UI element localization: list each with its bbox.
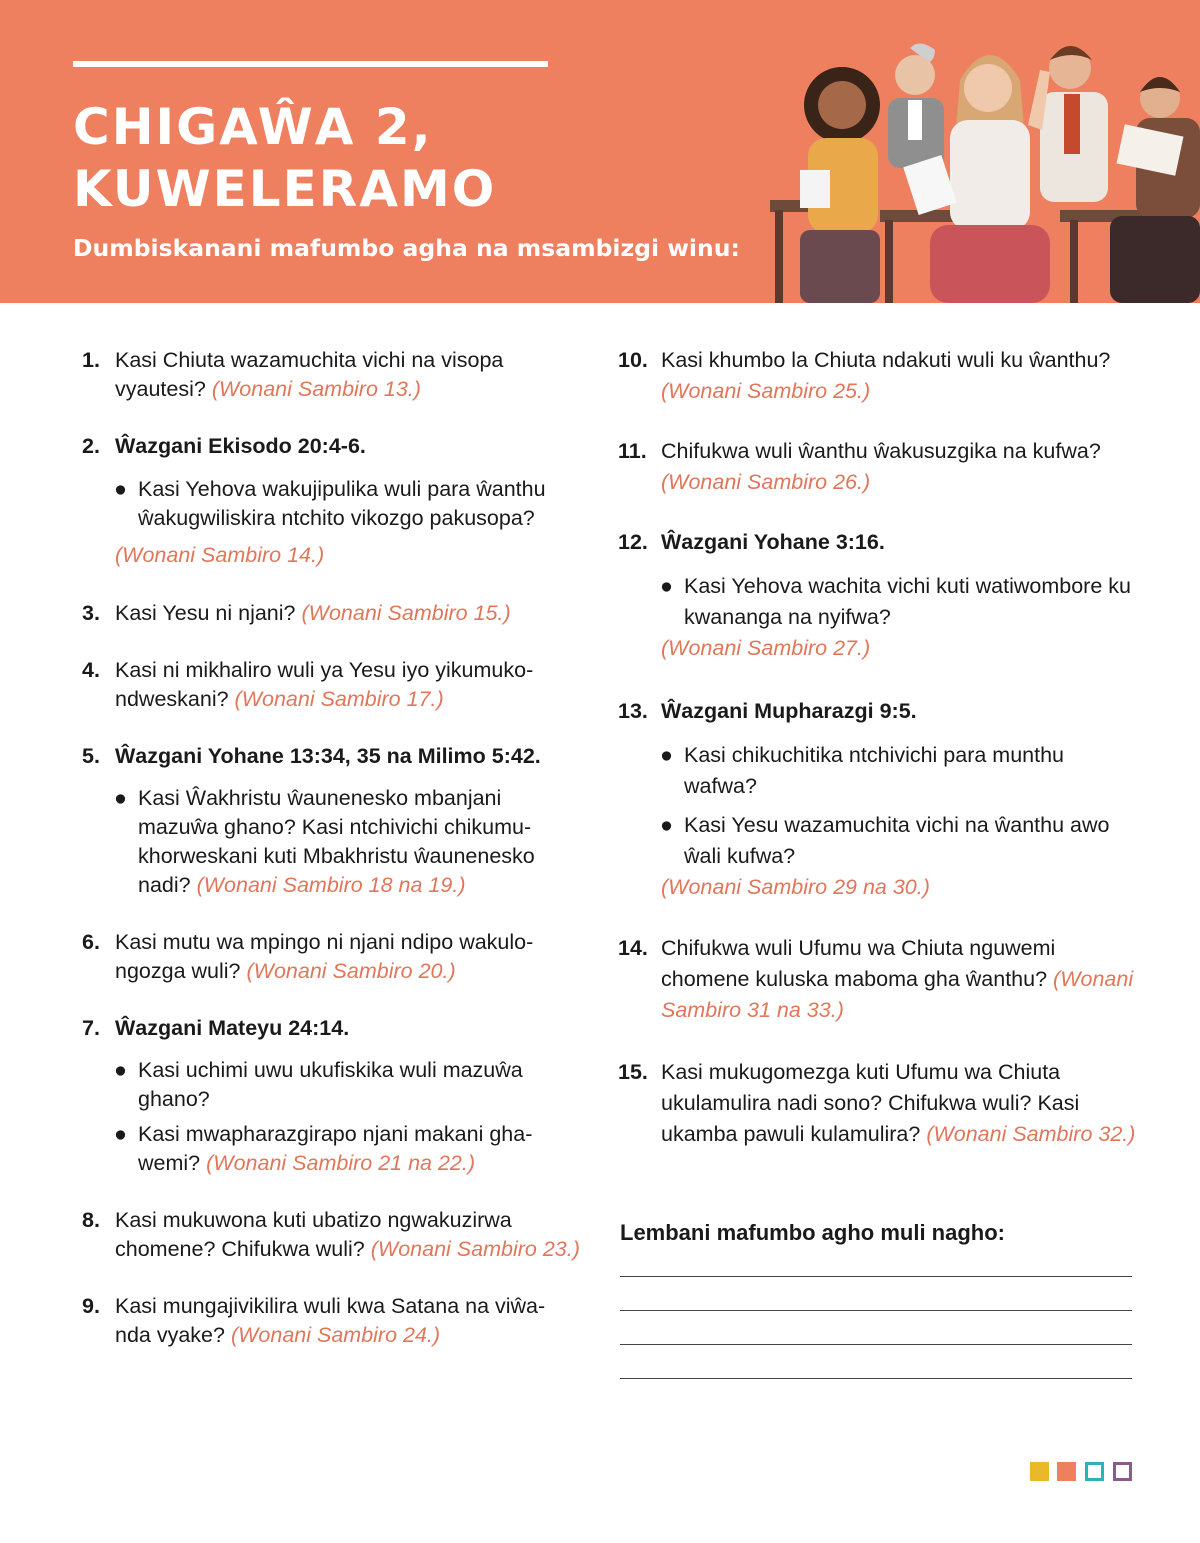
- lesson-reference: (Wonani Sambiro 26.): [661, 470, 871, 494]
- yellow-square-icon: [1030, 1462, 1049, 1481]
- question-11: [618, 436, 1138, 498]
- question-number: 15.: [618, 1060, 648, 1084]
- question-10: [618, 345, 1138, 407]
- question-number: 12.: [618, 530, 648, 554]
- question-number: 2.: [82, 434, 100, 458]
- question-text: Kasi khumbo la Chiuta ndakuti wuli ku ŵanthu?: [661, 348, 1111, 372]
- teal-outline-square-icon: [1085, 1462, 1104, 1481]
- question-text: Kasi Yesu ni njani?: [115, 601, 296, 625]
- question-6: [82, 928, 582, 986]
- question-text: Ŵazgani Yohane 3:16.: [661, 530, 885, 554]
- question-9: [82, 1292, 582, 1350]
- bullet-icon: ●: [660, 813, 673, 837]
- question-number: 9.: [82, 1294, 100, 1318]
- writing-line[interactable]: [620, 1276, 1132, 1277]
- orange-square-icon: [1057, 1462, 1076, 1481]
- lesson-reference: (Wonani Sambiro 14.): [115, 543, 325, 567]
- sub-question: ● Kasi Yesu wazamuchita vichi na ŵanthu awo ŵali kufwa?: [618, 810, 1138, 872]
- question-text: Chifukwa wuli Ufumu wa Chiuta nguwemi chomene kuluska maboma gha ŵanthu?: [661, 936, 1056, 991]
- sub-question: ● Kasi Ŵakhristu ŵaunenesko mbanjani mazuŵa ghano? Kasi ntchivichi chikumu- khorweskani kuti Mbakhristu ŵaunenesko nadi? (Wonani Sambiro 18 na 19.): [114, 786, 535, 897]
- questions-right-column: [618, 340, 1138, 1150]
- sub-question: ● Kasi Yehova wakujipulika wuli para ŵanthu ŵakugwiliskira ntchito vikozgo pakusopa?: [114, 477, 546, 530]
- question-number: 6.: [82, 930, 100, 954]
- question-number: 14.: [618, 936, 648, 960]
- header-banner: [0, 0, 1200, 303]
- question-4: [82, 656, 582, 714]
- question-2: [82, 432, 582, 461]
- question-7: [82, 1014, 582, 1043]
- question-number: 11.: [618, 439, 647, 463]
- question-3: [82, 599, 582, 628]
- bullet-icon: ●: [114, 1058, 127, 1082]
- sub-question: ● Kasi Yehova wachita vichi kuti watiwombore ku kwananga na nyifwa?: [618, 571, 1138, 633]
- question-5: [82, 742, 582, 771]
- question-text: Kasi mukuwona kuti ubatizo ngwakuzirwa chomene? Chifukwa wuli?: [115, 1208, 512, 1261]
- question-13: [618, 696, 1138, 727]
- lesson-reference: (Wonani Sambiro 25.): [661, 379, 871, 403]
- lesson-reference: (Wonani Sambiro 32.): [926, 1122, 1136, 1146]
- question-1: [82, 346, 582, 404]
- bullet-icon: ●: [660, 743, 673, 767]
- lesson-reference: (Wonani Sambiro 24.): [230, 1323, 441, 1347]
- bullet-icon: ●: [114, 786, 127, 810]
- lesson-reference: (Wonani Sambiro 17.): [234, 687, 444, 711]
- title-line-1: CHIGAŴA 2,: [73, 98, 433, 156]
- question-text: Ŵazgani Ekisodo 20:4-6.: [115, 434, 366, 458]
- question-8: [82, 1206, 582, 1264]
- question-text: Chifukwa wuli ŵanthu ŵakusuzgika na kufwa?: [661, 439, 1101, 463]
- writing-line[interactable]: [620, 1344, 1132, 1345]
- lesson-reference: (Wonani Sambiro 20.): [246, 959, 456, 983]
- writing-line[interactable]: [620, 1310, 1132, 1311]
- write-questions-heading: Lembani mafumbo agho muli nagho:: [620, 1220, 1005, 1245]
- question-number: 5.: [82, 744, 100, 768]
- question-text: Kasi Chiuta wazamuchita vichi na visopa vyautesi?: [115, 348, 504, 401]
- header-rule: [73, 61, 548, 67]
- lesson-reference: (Wonani Sambiro 15.): [301, 601, 511, 625]
- lesson-reference: (Wonani Sambiro 21 na 22.): [206, 1151, 476, 1175]
- question-number: 10.: [618, 348, 648, 372]
- question-text: Kasi mutu wa mpingo ni njani ndipo wakulo- ngozga wuli?: [115, 930, 534, 983]
- bullet-icon: ●: [114, 1122, 127, 1146]
- question-text: Kasi ni mikhaliro wuli ya Yesu iyo yikumuko- ndweskani?: [115, 658, 534, 711]
- lesson-reference: (Wonani Sambiro 29 na 30.): [661, 875, 930, 899]
- title-line-2: KUWELERAMO: [73, 160, 497, 218]
- sub-question: ● Kasi uchimi uwu ukufiskika wuli mazuŵa ghano?: [114, 1058, 523, 1111]
- question-14: [618, 933, 1138, 1026]
- question-number: 13.: [618, 699, 648, 723]
- lesson-reference: (Wonani Sambiro 27.): [661, 636, 871, 660]
- bullet-icon: ●: [660, 574, 673, 598]
- question-text: Ŵazgani Yohane 13:34, 35 na Milimo 5:42.: [115, 744, 541, 768]
- question-number: 7.: [82, 1016, 100, 1040]
- question-text: Kasi mungajivikilira wuli kwa Satana na viŵa- nda vyake?: [115, 1294, 546, 1347]
- question-12: [618, 527, 1138, 558]
- question-text: Ŵazgani Mateyu 24:14.: [115, 1016, 350, 1040]
- question-text: Kasi mukugomezga kuti Ufumu wa Chiuta ukulamulira nadi sono? Chifukwa wuli? Kasi ukamba pawuli kulamulira?: [661, 1060, 1080, 1146]
- writing-line[interactable]: [620, 1378, 1132, 1379]
- lesson-reference: (Wonani Sambiro 23.): [370, 1237, 580, 1261]
- question-number: 3.: [82, 601, 100, 625]
- sub-question: ● Kasi chikuchitika ntchivichi para munthu wafwa?: [618, 740, 1138, 802]
- question-15: [618, 1057, 1138, 1150]
- question-number: 4.: [82, 658, 100, 682]
- questions-left-column: [82, 340, 582, 1350]
- lesson-reference: (Wonani Sambiro 13.): [211, 377, 421, 401]
- page-subtitle: Dumbiskanani mafumbo agha na msambizgi winu:: [73, 234, 740, 262]
- question-number: 1.: [82, 348, 100, 372]
- question-number: 8.: [82, 1208, 100, 1232]
- purple-outline-square-icon: [1113, 1462, 1132, 1481]
- lesson-reference: (Wonani Sambiro 31 na 33.): [661, 967, 1134, 1022]
- bullet-icon: ●: [114, 477, 127, 501]
- page-title: [73, 96, 496, 220]
- lesson-reference: (Wonani Sambiro 18 na 19.): [196, 873, 466, 897]
- sub-question: ● Kasi mwapharazgirapo njani makani gha- wemi? (Wonani Sambiro 21 na 22.): [114, 1122, 533, 1175]
- question-text: Ŵazgani Mupharazgi 9:5.: [661, 699, 917, 723]
- people-seated-illustration: [760, 20, 1200, 303]
